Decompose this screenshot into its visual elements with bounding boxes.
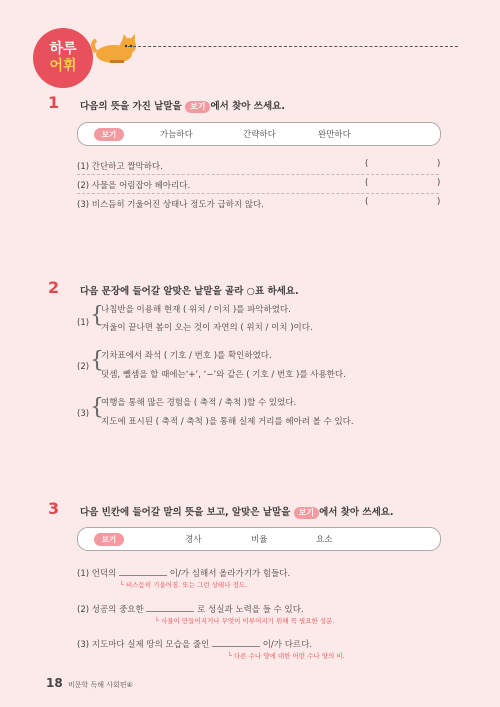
q1-item-label: (2) 사물을 어림잡아 헤아리다. — [77, 181, 191, 191]
cat-illustration — [90, 32, 142, 66]
q1-answer-close: ) — [437, 178, 441, 188]
q2-group-label: (3) — [77, 409, 90, 419]
q2-group-label: (1) — [77, 318, 90, 328]
q2-brace: { — [90, 348, 104, 373]
q1-instruction — [80, 98, 285, 113]
q2-instruction: 다음 문장에 들어갈 알맞은 낱말을 골라 ○표 하세요. — [80, 286, 299, 297]
q3-sentence-post: 이/가 심해서 올라가기가 힘들다. — [169, 569, 291, 579]
divider — [77, 193, 439, 194]
q1-item-label: (1) 간단하고 짤막하다. — [77, 162, 163, 172]
q3-word: 경사 — [185, 535, 202, 545]
q3-sentence — [77, 566, 290, 579]
q1-word: 가늠하다 — [160, 130, 193, 140]
q3-sentence-pre: (2) 성공의 중요한 — [77, 605, 144, 615]
page-number: 18 — [46, 676, 63, 690]
q2-group-label: (2) — [77, 362, 90, 372]
q1-instruction-a: 다음의 뜻을 가진 낱말을 — [80, 101, 185, 112]
q1-item-label: (3) 비스듬히 기울어진 상태나 정도가 급하지 않다. — [77, 200, 264, 210]
q3-hint: └ 다른 수나 양에 대한 어떤 수나 양의 비. — [228, 652, 345, 660]
q1-answer-close: ) — [437, 197, 441, 207]
q2-brace: { — [90, 303, 104, 328]
q1-bogi-tag: 보기 — [94, 128, 124, 141]
section-badge-line2: 어휘 — [49, 58, 77, 74]
q3-hint: └ 비스듬히 기울어짐. 또는 그런 상태나 정도. — [120, 581, 248, 589]
footer-book-title: 비문학 독해 사회편④ — [68, 681, 133, 689]
q3-word-box — [77, 527, 441, 551]
q2-sentence: 나침반을 이용해 현재 ( 위치 / 이치 )를 파악하였다. — [101, 305, 291, 315]
section-badge-line1: 하루 — [49, 41, 77, 57]
q1-answer-open: ( — [365, 178, 369, 188]
q3-bogi-tag: 보기 — [94, 533, 124, 546]
q2-number: 2 — [48, 278, 60, 297]
q3-word: 요소 — [316, 535, 333, 545]
q2-sentence: 덧셈, 뺄셈을 할 때에는‘+’, ‘−’와 같은 ( 기호 / 번호 )를 사용한다. — [101, 370, 346, 380]
q2-sentence: 겨울이 끝나면 봄이 오는 것이 자연의 ( 위치 / 이치 )이다. — [101, 323, 313, 333]
q1-badge: 보기 — [185, 101, 210, 113]
q2-sentence: 지도에 표시된 ( 축적 / 축척 )을 통해 실제 거리를 헤아려 볼 수 있다. — [101, 417, 354, 427]
q3-sentence-post: 로 성실과 노력을 들 수 있다. — [197, 605, 304, 615]
q3-number: 3 — [48, 499, 60, 518]
q3-instruction-b: 에서 찾아 쓰세요. — [319, 507, 394, 518]
q2-brace: { — [90, 395, 104, 420]
q1-word-box — [77, 122, 441, 146]
q2-sentence: 기차표에서 좌석 ( 기호 / 번호 )를 확인하였다. — [101, 351, 272, 361]
q3-sentence-pre: (1) 언덕의 — [77, 569, 117, 579]
header-divider — [128, 46, 458, 47]
q1-answer-close: ) — [437, 159, 441, 169]
q1-instruction-b: 에서 찾아 쓰세요. — [210, 101, 285, 112]
divider — [77, 174, 439, 175]
q1-number: 1 — [48, 93, 60, 112]
section-badge — [33, 28, 93, 88]
q3-blank[interactable] — [146, 602, 194, 612]
q1-word: 완만하다 — [318, 130, 351, 140]
q1-answer-open: ( — [365, 159, 369, 169]
q3-blank[interactable] — [119, 566, 167, 576]
q3-badge: 보기 — [294, 507, 319, 519]
q3-sentence-pre: (3) 지도마다 실제 땅의 모습을 줄인 — [77, 640, 210, 650]
q3-sentence-post: 이/가 다르다. — [262, 640, 313, 650]
q3-instruction — [80, 504, 394, 519]
q3-sentence — [77, 637, 312, 650]
q3-blank[interactable] — [212, 637, 260, 647]
q3-word: 비율 — [251, 535, 268, 545]
q1-word: 간략하다 — [243, 130, 276, 140]
q1-answer-open: ( — [365, 197, 369, 207]
q3-hint: └ 사물이 만들어지거나 무엇이 이루어지기 위해 꼭 필요한 성분. — [155, 617, 335, 625]
q3-sentence — [77, 602, 304, 615]
q2-sentence: 여행을 통해 많은 경험을 ( 축적 / 축척 )할 수 있었다. — [101, 398, 297, 408]
q3-instruction-a: 다음 빈칸에 들어갈 말의 뜻을 보고, 알맞은 낱말을 — [80, 507, 294, 518]
